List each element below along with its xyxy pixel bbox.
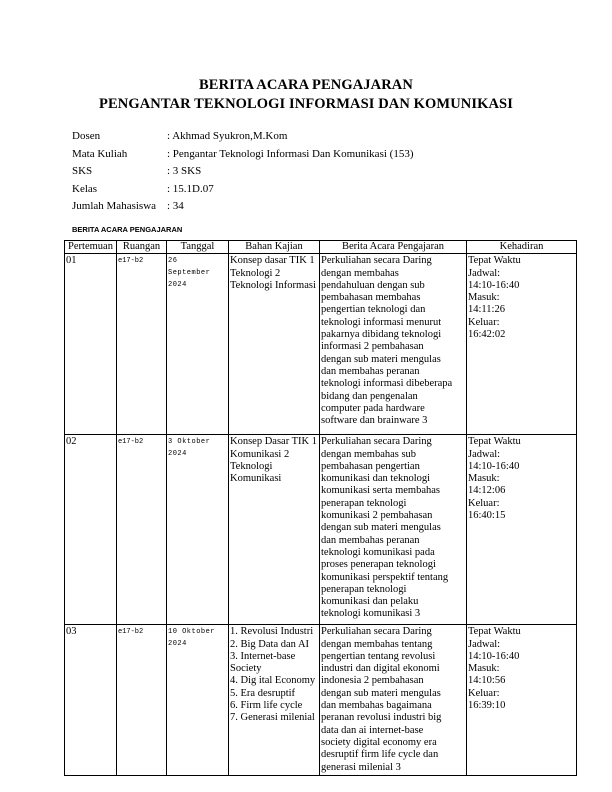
cell-line: peranan revolusi industri big xyxy=(321,712,442,724)
table-header-row xyxy=(65,241,577,254)
table-row xyxy=(65,254,577,435)
cell-ruangan: e17-b2 xyxy=(117,435,167,625)
cell-line: pembahasan pengertian xyxy=(321,460,420,472)
cell-line: computer pada hardware xyxy=(321,402,425,414)
cell-line: teknologi informasi menurut xyxy=(321,316,442,328)
table-row xyxy=(65,625,577,776)
cell-line: Jadwal: xyxy=(468,267,501,279)
cell-berita-acara xyxy=(320,625,467,776)
cell-line: Tepat Waktu xyxy=(468,255,521,267)
cell-line: Komunikasi xyxy=(230,473,282,485)
cell-line: Konsep Dasar TIK 1 xyxy=(230,436,317,448)
cell-line: software dan brainware 3 xyxy=(321,415,428,427)
cell-line: indonesia 2 pembahasan xyxy=(321,675,424,687)
cell-line: Keluar: xyxy=(468,497,500,509)
cell-line: 14:12:06 xyxy=(468,485,506,497)
table-row xyxy=(65,435,577,625)
cell-line: 6. Firm life cycle xyxy=(230,700,303,712)
cell-line: Konsep dasar TIK 1 xyxy=(230,255,315,267)
cell-line: Masuk: xyxy=(468,663,500,675)
info-value: : 3 SKS xyxy=(167,165,202,177)
cell-berita-acara xyxy=(320,254,467,435)
cell-line: komunikasi perspektif tentang xyxy=(321,571,449,583)
column-header: Pertemuan xyxy=(65,241,117,254)
cell-line: dan membahas peranan xyxy=(321,365,420,377)
info-row-sks xyxy=(72,165,413,183)
column-header: Bahan Kajian xyxy=(229,241,320,254)
cell-line: bidang dan pengenalan xyxy=(321,390,418,402)
cell-line: dengan sub materi mengulas xyxy=(321,353,441,365)
cell-line: informasi 2 pembahasan xyxy=(321,341,424,353)
cell-line: 3 Oktober xyxy=(168,438,211,447)
cell-line: 16:40:15 xyxy=(468,510,506,522)
cell-line: Tepat Waktu xyxy=(468,436,521,448)
info-label: Dosen xyxy=(72,130,101,142)
cell-line: Teknologi Informasi xyxy=(230,279,316,291)
cell-bahan-kajian xyxy=(229,435,320,625)
cell-line: komunikasi dan teknologi xyxy=(321,473,431,485)
info-row-kelas xyxy=(72,183,413,201)
cell-line: society digital economy era xyxy=(321,736,437,748)
cell-tanggal xyxy=(167,625,229,776)
info-row-mata-kuliah xyxy=(72,148,413,166)
cell-line: 3. Internet-base xyxy=(230,650,296,662)
cell-ruangan: e17-b2 xyxy=(117,254,167,435)
info-row-jumlah-mahasiswa xyxy=(72,200,413,218)
cell-line: 14:10-16:40 xyxy=(468,650,520,662)
cell-kehadiran xyxy=(467,625,577,776)
cell-line: penerapan teknologi xyxy=(321,583,407,595)
cell-bahan-kajian xyxy=(229,254,320,435)
cell-line: Masuk: xyxy=(468,473,500,485)
cell-bahan-kajian xyxy=(229,625,320,776)
cell-line: teknologi komunikasi pada xyxy=(321,546,435,558)
cell-pertemuan: 01 xyxy=(65,254,117,435)
cell-line: 4. Dig ital Economy xyxy=(230,675,316,687)
cell-line: dengan membahas sub xyxy=(321,448,417,460)
cell-ruangan: e17-b2 xyxy=(117,625,167,776)
cell-line: pengertian teknologi dan xyxy=(321,304,426,316)
cell-line: desruptif firm life cycle dan xyxy=(321,749,439,761)
cell-line: teknologi informasi dibeberapa xyxy=(321,378,453,390)
info-label: Kelas xyxy=(72,182,98,195)
cell-line: Society xyxy=(230,663,262,675)
cell-line: pembahasan membahas xyxy=(321,292,421,304)
cell-line: dan membahas peranan xyxy=(321,534,420,546)
info-value: : Pengantar Teknologi Informasi Dan Komunikasi (153) xyxy=(167,147,414,160)
cell-line: proses penerapan teknologi xyxy=(321,559,436,571)
cell-line: 14:10-16:40 xyxy=(468,279,520,291)
cell-line: industri dan digital ekonomi xyxy=(321,663,440,675)
cell-line: 2. Big Data dan AI xyxy=(230,638,310,650)
cell-line: 14:10:56 xyxy=(468,675,506,687)
cell-line: Komunikasi 2 xyxy=(230,448,290,460)
cell-line: Perkuliahan secara Daring xyxy=(321,255,432,267)
cell-line: teknologi komunikasi 3 xyxy=(321,608,421,620)
cell-line: dengan membahas tentang xyxy=(321,638,433,650)
cell-line: 16:42:02 xyxy=(468,329,506,341)
cell-line: data dan ai internet-base xyxy=(321,724,424,736)
cell-line: penerapan teknologi xyxy=(321,497,407,509)
info-value: : Akhmad Syukron,M.Kom xyxy=(167,130,288,142)
cell-line: 1. Revolusi Industri xyxy=(230,626,314,638)
cell-line: Masuk: xyxy=(468,292,500,304)
cell-line: pakarnya dibidang teknologi xyxy=(321,329,442,341)
cell-pertemuan: 02 xyxy=(65,435,117,625)
cell-line: 14:11:26 xyxy=(468,304,505,316)
cell-line: Tepat Waktu xyxy=(468,626,521,638)
cell-line: pendahuluan dengan sub xyxy=(321,279,425,291)
cell-line: Keluar: xyxy=(468,316,500,328)
column-header: Tanggal xyxy=(167,241,229,254)
section-label: BERITA ACARA PENGAJARAN xyxy=(72,225,183,234)
info-row-dosen xyxy=(72,130,413,148)
cell-line: 5. Era desruptif xyxy=(230,687,296,699)
cell-line: 7. Generasi milenial xyxy=(230,712,315,724)
cell-tanggal xyxy=(167,254,229,435)
cell-line: pengertian tentang revolusi xyxy=(321,650,436,662)
course-info xyxy=(72,130,413,218)
column-header: Berita Acara Pengajaran xyxy=(320,241,467,254)
cell-line: September xyxy=(168,269,211,278)
cell-pertemuan: 03 xyxy=(65,625,117,776)
cell-line: dengan sub materi mengulas xyxy=(321,687,441,699)
cell-line: komunikasi dan pelaku xyxy=(321,596,419,608)
document-subtitle: PENGANTAR TEKNOLOGI INFORMASI DAN KOMUNIKASI xyxy=(99,96,513,112)
info-label: Jumlah Mahasiswa xyxy=(72,200,157,212)
cell-berita-acara xyxy=(320,435,467,625)
cell-line: dengan sub materi mengulas xyxy=(321,522,441,534)
cell-line: generasi milenial 3 xyxy=(321,761,401,773)
cell-line: Teknologi 2 xyxy=(230,267,281,279)
info-label: Mata Kuliah xyxy=(72,147,128,160)
column-header: Ruangan xyxy=(117,241,167,254)
cell-line: 16:39:10 xyxy=(468,700,506,712)
info-label: SKS xyxy=(72,165,93,177)
cell-line: Jadwal: xyxy=(468,448,501,460)
cell-line: 26 xyxy=(168,257,178,266)
cell-line: 14:10-16:40 xyxy=(468,460,520,472)
cell-line: Teknologi xyxy=(230,460,273,472)
info-value: : 15.1D.07 xyxy=(167,182,214,195)
cell-line: dan membahas bagaimana xyxy=(321,700,432,712)
cell-line: 2024 xyxy=(168,640,187,649)
cell-line: 2024 xyxy=(168,450,187,459)
cell-line: 10 Oktober xyxy=(168,628,216,637)
cell-line: komunikasi serta membahas xyxy=(321,485,440,497)
cell-kehadiran xyxy=(467,254,577,435)
info-value: : 34 xyxy=(167,200,184,212)
document-title: BERITA ACARA PENGAJARAN xyxy=(199,77,413,93)
cell-line: Perkuliahan secara Daring xyxy=(321,626,432,638)
cell-line: Keluar: xyxy=(468,687,500,699)
cell-tanggal xyxy=(167,435,229,625)
cell-line: Perkuliahan secara Daring xyxy=(321,436,432,448)
cell-line: komunikasi 2 pembahasan xyxy=(321,510,433,522)
cell-line: Jadwal: xyxy=(468,638,501,650)
cell-kehadiran xyxy=(467,435,577,625)
column-header: Kehadiran xyxy=(467,241,577,254)
cell-line: 2024 xyxy=(168,281,187,290)
teaching-record-table xyxy=(64,240,577,776)
cell-line: dengan membahas xyxy=(321,267,399,279)
